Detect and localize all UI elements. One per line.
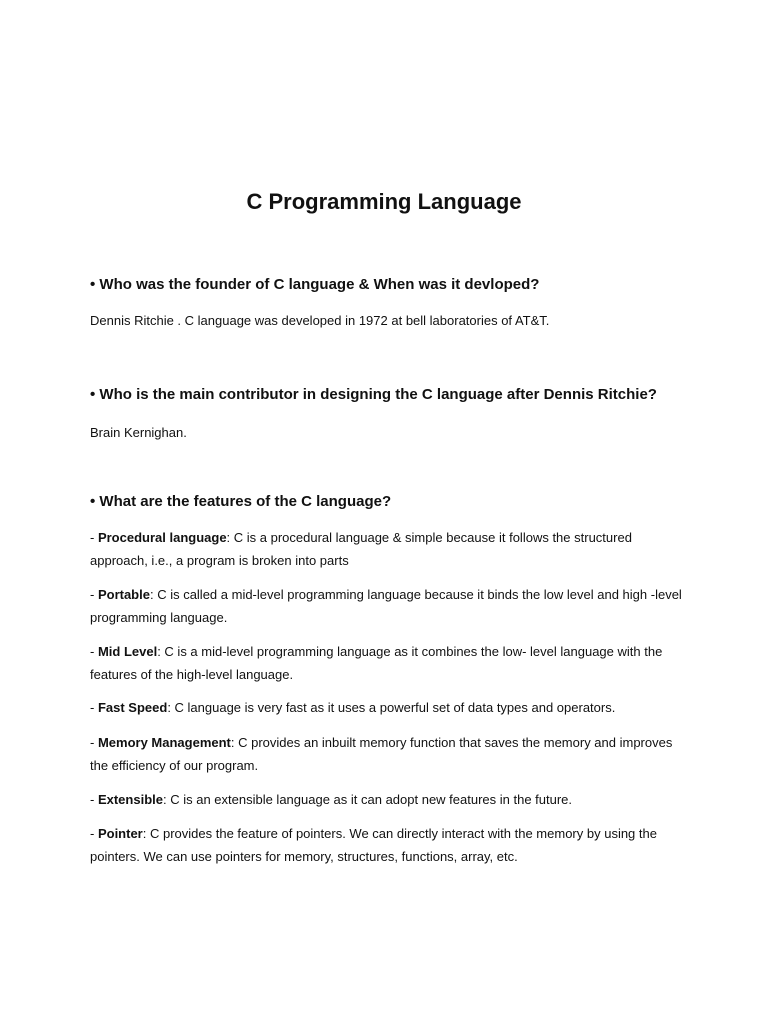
feature-term: Procedural language <box>97 530 227 545</box>
feature-term: Portable <box>97 587 150 602</box>
feature-prefix: - <box>90 826 98 841</box>
feature-text: : C is a procedural language & simple because it follows the structured approach, i.e., a program is broken into parts <box>90 530 632 568</box>
answer-founder: Dennis Ritchie . C language was developed in 1972 at bell laboratories of AT&T. <box>90 313 550 328</box>
feature-text: : C provides the feature of pointers. We can directly interact with the memory by using the pointers. We can use pointers for memory, structures, functions, array, etc. <box>90 826 657 864</box>
feature-item-fast-speed <box>90 697 690 720</box>
feature-prefix: - <box>90 587 98 602</box>
question-founder: • Who was the founder of C language & When was it devloped? <box>90 276 540 293</box>
feature-item-memory-management <box>90 732 690 777</box>
question-features: • What are the features of the C language? <box>90 493 392 510</box>
feature-item-mid-level <box>90 641 690 686</box>
feature-term: Pointer <box>97 826 143 841</box>
feature-text: : C language is very fast as it uses a powerful set of data types and operators. <box>167 700 616 715</box>
feature-term: Fast Speed <box>97 700 168 715</box>
feature-item-portable <box>90 584 690 629</box>
feature-prefix: - <box>90 700 98 715</box>
feature-text: : C is a mid-level programming language as it combines the low- level language with the features of the high-level language. <box>90 644 663 682</box>
feature-term: Mid Level <box>97 644 158 659</box>
answer-contributor: Brain Kernighan. <box>90 425 187 440</box>
feature-prefix: - <box>90 644 98 659</box>
feature-text: : C is an extensible language as it can adopt new features in the future. <box>162 792 573 807</box>
page-title: C Programming Language <box>246 189 522 214</box>
feature-prefix: - <box>90 792 98 807</box>
feature-item-pointer <box>90 823 690 868</box>
feature-item-procedural <box>90 527 690 572</box>
feature-prefix: - <box>90 530 98 545</box>
feature-term: Memory Management <box>97 735 231 750</box>
feature-text: : C is called a mid-level programming language because it binds the low level and high -level programming language. <box>90 587 682 625</box>
feature-term: Extensible <box>97 792 163 807</box>
feature-text: : C provides an inbuilt memory function that saves the memory and improves the efficiency of our program. <box>90 735 673 773</box>
question-contributor: • Who is the main contributor in designing the C language after Dennis Ritchie? <box>90 386 657 403</box>
feature-prefix: - <box>90 735 98 750</box>
feature-item-extensible <box>90 789 690 812</box>
